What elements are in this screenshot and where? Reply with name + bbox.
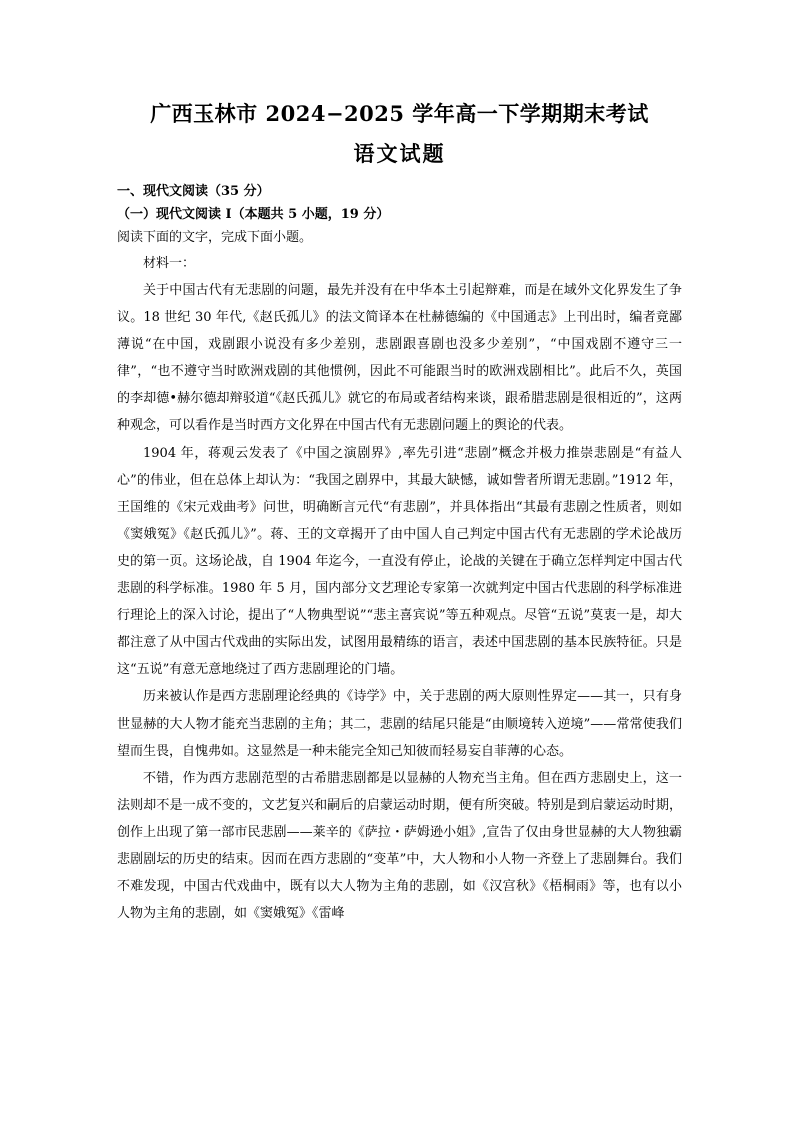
section-heading: 一、现代文阅读（35 分）: [117, 184, 270, 199]
paragraph-2: 1904 年，蒋观云发表了《中国之演剧界》,率先引进“悲剧”概念并极力推崇悲剧是“有益人心”的伟业，但在总体上却认为：“我国之剧界中，其最大缺憾，诚如訾者所谓无悲剧。”1912 年，王国维的《宋元戏曲考》问世，明确断言元代“有悲剧”，并具体指出“其最有悲剧之性质者，则如《窦娥冤》《赵氏孤儿》”。蒋、王的文章揭开了由中国人自己判定中国古代有无悲剧的学术论战历史的第一页。这场论战，自 1904 年迄今，一直没有停止，论战的关键在于确立怎样判定中国古代悲剧的科学标准。1980 年 5 月，国内部分文艺理论专家第一次就判定中国古代悲剧的科学标准进行理论上的深入讨论，提出了“人物典型说”“悲主喜宾说”等五种观点。尽管“五说”莫衷一是，却大都注意了从中国古代戏曲的实际出发，试图用最精练的语言，表述中国悲剧的基本民族特征。只是这“五说”有意无意地绕过了西方悲剧理论的门墙。: [117, 445, 682, 678]
paragraph-1: 关于中国古代有无悲剧的问题，最先并没有在中华本土引起辩难，而是在域外文化界发生了争议。18 世纪 30 年代,《赵氏孤儿》的法文简译本在杜赫德编的《中国通志》上刊出时，编者竟鄙薄说“在中国，戏剧跟小说没有多少差别，悲剧跟喜剧也没多少差别”，“中国戏剧不遵守三一律”，“也不遵守当时欧洲戏剧的其他惯例，因此不可能跟当时的欧洲戏剧相比”。此后不久，英国的李却德•赫尔德却辩驳道“《赵氏孤儿》就它的布局或者结构来谈，跟希腊悲剧是很相近的”，这两种观念，可以看作是当时西方文化界在中国古代有无悲剧问题上的舆论的代表。: [117, 283, 682, 434]
reading-instruction: 阅读下面的文字，完成下面小题。: [117, 230, 313, 245]
paragraph-3: 历来被认作是西方悲剧理论经典的《诗学》中，关于悲剧的两大原则性界定——其一，只有身世显赫的大人物才能充当悲剧的主角；其二，悲剧的结尾只能是“由顺境转入逆境”——常常使我们望而生畏，自愧弗如。这显然是一种未能完全知己知彼而轻易妄自菲薄的心态。: [117, 689, 682, 759]
material-label: 材料一：: [143, 256, 196, 271]
subsection-heading: （一）现代文阅读 I（本题共 5 小题，19 分）: [117, 207, 390, 222]
document-subtitle: 语文试题: [353, 141, 446, 166]
paragraph-4: 不错，作为西方悲剧范型的古希腊悲剧都是以显赫的人物充当主角。但在西方悲剧史上，这一法则却不是一成不变的，文艺复兴和嗣后的启蒙运动时期，便有所突破。特别是到启蒙运动时期，创作上出现了第一部市民悲剧——莱辛的《萨拉・萨姆逊小姐》,宣告了仅由身世显赫的大人物独霸悲剧剧坛的历史的结束。因而在西方悲剧的“变革”中，大人物和小人物一齐登上了悲剧舞台。我们不难发现，中国古代戏曲中，既有以大人物为主角的悲剧，如《汉宫秋》《梧桐雨》等，也有以小人物为主角的悲剧，如《窦娥冤》《雷峰: [117, 770, 682, 922]
document-title: 广西玉林市 2024−2025 学年高一下学期期末考试: [150, 101, 649, 126]
